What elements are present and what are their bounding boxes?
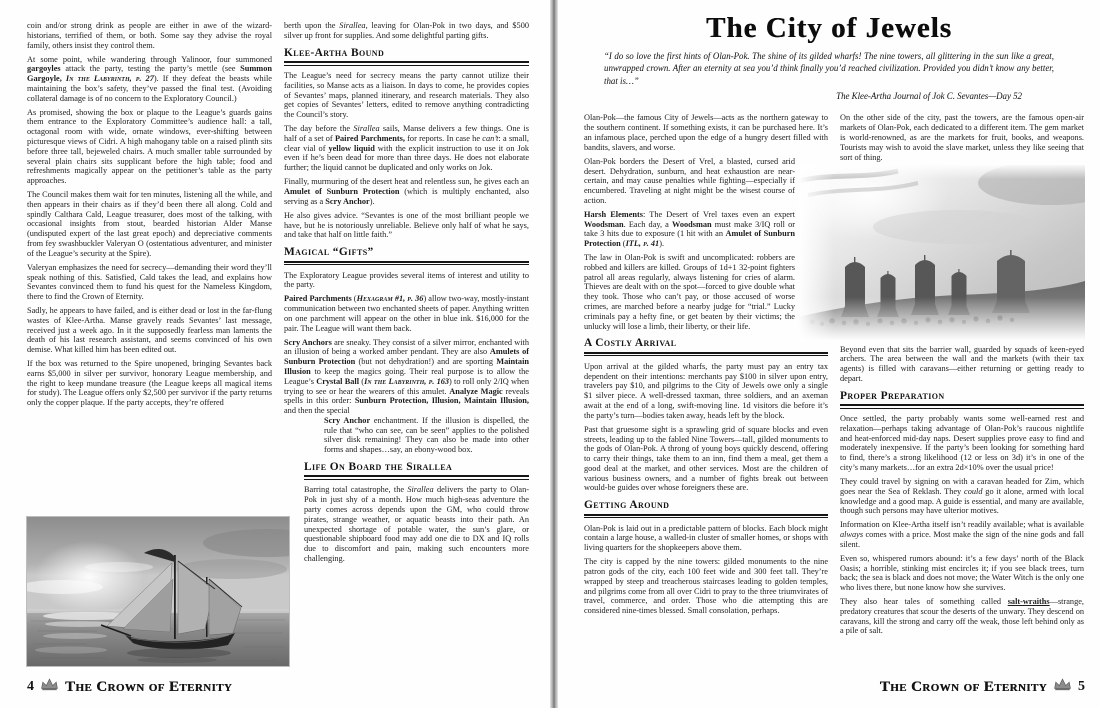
section-heading: Magical “Gifts” — [284, 247, 529, 262]
left-page-footer — [27, 678, 232, 696]
paragraph: Finally, murmuring of the desert heat and relentless sun, he gives each an Amulet of Sunburn Protection (which is multiply enchanted, also serving as a Scry Anchor). — [284, 177, 529, 206]
quote-attribution: The Klee-Artha Journal of Jok C. Sevantes—Day 52 — [836, 91, 1022, 102]
crown-icon — [1053, 678, 1072, 696]
right-page-column-2 — [840, 113, 1084, 640]
page-number-right: 5 — [1078, 679, 1085, 694]
section-heading: A Costly Arrival — [584, 338, 828, 353]
paragraph: berth upon the Sirallea, leaving for Olan-Pok in two days, and $500 silver up front for supplies. And some delightful parting gifts. — [284, 21, 529, 40]
paragraph: Information on Klee-Artha itself isn’t readily available; what is available always comes with a price. Most make the sign of the nine gods and fall silent. — [840, 520, 1084, 549]
section-heading: Proper Preparation — [840, 391, 1084, 406]
paragraph: Harsh Elements: The Desert of Vrel taxes even an expert Woodsman. Each day, a Woodsman must make 3/IQ roll or take 3 hits due to exposure (1 hit with an Amulet of Sunburn Protection (ITL, p. 41). — [584, 209, 795, 249]
paragraph: Scry Anchors are sneaky. They consist of a silver mirror, enchanted with an illusion of being a worked amber pendant. They are also Amulets of Sunburn Protection (but not dehydration!) and are sporting Maintain Illusion to keep the magics going. Their real purpose is to allow the League’s Crystal Ball (In the Labyrinth, p. 163) to roll only 2/IQ when trying to see or hear the wearers of this amulet. Analyze Magic reveals spells in this order: Sunburn Protection, Illusion, Maintain Illusion, and then the special — [284, 337, 529, 416]
paragraph: Once settled, the party probably wants some well-earned rest and relaxation—perhaps taking advantage of Olan-Pok’s raucous nightlife and heat-enforced mid-day naps. Desert supplies prove easy to find and moderately inexpensive. If the party’s been looking for something hard to find, there’s a strong likelihood (12 or less on 3d) it’s in one of the city’s many markets…for an extra 2d×10% over the usual price! — [840, 414, 1084, 472]
paragraph: Paired Parchments (Hexagram #1, p. 36) allow two-way, mostly-instant communication between two enchanted sheets of paper. Anything written on one parchment will appear on the other in blue ink. $16,000 for the pair. The League will want them back. — [284, 294, 529, 333]
book-title-left: The Crown of Eternity — [65, 678, 233, 695]
section-heading: Klee-Artha Bound — [284, 48, 529, 63]
paragraph: The Exploratory League provides several items of interest and utility to the party. — [284, 270, 529, 290]
book-title-right: The Crown of Eternity — [879, 678, 1047, 695]
paragraph: The day before the Sirallea sails, Manse delivers a few things. One is half of a set of Paired Parchments, for reports. In case he can’t: a small, clear vial of yellow liquid with the explicit instruction to use it on Jok even if he’s been dead for more than three days. He does not elaborate further; the liquid cannot be duplicated and only works on Jok. — [284, 124, 529, 173]
paragraph: Upon arrival at the gilded wharfs, the party must pay an entry tax dependent on their intentions: merchants pay $100 in silver upon entry, travelers pay $10, and pilgrims to the City of Jewels owe only a single $1 silver piece. A well-dressed taxman, three soldiers, and an axeman await at the end of a long, swift-moving line. 1d visitors die before it’s the party’s turn—bodies taken away, heads left by the block. — [584, 361, 828, 420]
paragraph: Olan-Pok—the famous City of Jewels—acts as the northern gateway to the southern continent. If something exists, it can be purchased here. It’s an infamous place, perched upon the edge of a hungry desert filled with bandits, slavers, and worse. — [584, 113, 828, 152]
paragraph: Beyond even that sits the barrier wall, guarded by squads of keen-eyed archers. The area between the wall and the markets (with their tax agents) is filled with caravans—either returning or getting ready to depart. — [840, 344, 1084, 383]
paragraph: Scry Anchor enchantment. If the illusion is dispelled, the rule that “who can see, can be seen” applies to the polished silver disk remaining! They can also be made into other forms and shapes…say, an ebony-wood box. — [324, 415, 529, 455]
paragraph: On the other side of the city, past the towers, are the famous open-air markets of Olan-Pok, each dedicated to a different item. The gem market is world-renowned, as are the markets for fruit, books, and weapons. Tourists may wish to avoid the slave market, unless they like seeing that sort of thing. — [840, 113, 1084, 162]
right-page-footer — [880, 678, 1085, 696]
nine-towers-painting — [840, 167, 1084, 339]
paragraph: Even so, whispered rumors abound: it’s a few days’ north of the Black Oasis; a horrible, stinking mist encircles it; if you see black trees, turn back; the sea is black and does not move; the Water Witch is the only one who lives there, but none know how she survives. — [840, 553, 1084, 593]
paragraph: Olan-Pok borders the Desert of Vrel, a blasted, cursed arid desert. Dehydration, sunburn, and heat exhaustion are near-certain, and may cause penalties while fighting—especially if encumbered. Traveling at night might be the wisest course of action. — [584, 156, 795, 205]
paragraph: coin and/or strong drink as people are either in awe of the wizard-historians, terrified of them, or both. Some say they advise the royal family, others insist they control them. — [27, 21, 272, 50]
paragraph: At some point, while wandering through Yalinoor, four summoned gargoyles attack the party, testing the party’s mettle (see Summon Gargoyle, In the Labyrinth, p. 27). If they defeat the beasts while maintaining the box’s safety, they’ve passed the final test. (Avoiding collateral damage is of no concern to the Exploratory Council.) — [27, 54, 272, 103]
right-page-columns — [558, 113, 1100, 640]
chapter-title: The City of Jewels — [706, 12, 952, 44]
paragraph: He also gives advice. “Sevantes is one of the most brilliant people we have, but he is notoriously unreliable. Believe only half of what he says, and take that half on little faith.” — [284, 210, 529, 240]
chapter-header — [558, 0, 1100, 101]
paragraph: They could travel by signing on with a caravan headed for Zim, which goes near the Sea of Reklash. They could go it alone, armed with local knowledge and a good map. A guide is essential, and many are available, though such persons may have ulterior motives. — [840, 476, 1085, 516]
ship-at-sea-painting — [27, 517, 289, 666]
left-page-column-1 — [27, 21, 272, 568]
crown-icon — [40, 678, 59, 696]
left-page-column-2 — [284, 21, 529, 568]
section-heading: Getting Around — [584, 500, 828, 515]
paragraph: The League’s need for secrecy means the party cannot utilize their facilities, so Manse acts as a liaison. In days to come, he provides copies of Sevantes’ maps, planned itinerary, and research materials. They also get copies of Sevantes’ letters, edited to remove anything contradicting the Council’s story. — [284, 71, 529, 120]
page-number-left: 4 — [27, 679, 34, 694]
paragraph: The city is capped by the nine towers: gilded monuments to the nine patron gods of the city, each 100 feet wide and 300 feet tall. They’re wrapped by steep and treacherous staircases leading to golden temples, and pilgrims come from all over Cidri to pray to the three triumvirates of travel, commerce, and order. Those who die attempting this are considered nine-times blessed. Small consolation, perhaps. — [584, 557, 828, 616]
paragraph: Barring total catastrophe, the Sirallea delivers the party to Olan-Pok in just shy of a month. How much high-seas adventure the party comes across depends upon the GM, who could throw pirates, strange weather, or aquatic beasts into their path. An unexpected shortage of potable water, the sun’s glare, or questionable shipboard food may add one die to DX and IQ rolls due to discomfort and pain, making such encounters more challenging. — [304, 485, 529, 563]
left-page-columns — [0, 0, 550, 568]
paragraph: Sadly, he appears to have failed, and is either dead or lost in the far-flung wastes of Klee-Artha. Manse gravely reads Sevantes’ last message, received just a week ago. In it the supposedly fearless man laments the death of his last research assistant, and seems convinced of his own demise. What killed him has been edited out. — [27, 306, 272, 355]
paragraph: If the box was returned to the Spire unopened, bringing Sevantes back earns $5,000 in silver per survivor, honorary League membership, and the right to keep mundane treasure (the League keeps all magical items for study). The League offers only $2,500 per survivor if the party returns only the copper plaque. If the party accepts, they’re offered — [27, 359, 272, 408]
page-gutter — [550, 0, 558, 708]
paragraph: The law in Olan-Pok is swift and uncomplicated: robbers are robbed and killers are killed. Groups of 1d+1 32-point fighters patrol all areas regularly, always listening for cries of alarm. Thieves are dealt with on the spot—forced to give double what they took. Those who can’t pay, or those accused of worse crimes, are marched before a nearby judge for “trial.” Lucky criminals pay a hefty fine, or get beaten by their victims; the unlucky will lose a limb, their liberty, or their life. — [584, 253, 795, 331]
right-column-bottom — [840, 345, 1084, 637]
paragraph: Valeryan emphasizes the need for secrecy—demanding their word they’ll speak nothing of this. Satisfied, Cald takes the lead, and explains how Sevantes convinced them to fund his quest for the Nameless Kingdom, there to find the Crown of Eternity. — [27, 262, 272, 302]
paragraph: As promised, showing the box or plaque to the League’s guards gains them entrance to the Exploratory Committee’s audience hall: a tall, octagonal room with wide, ornate windows, ever-shifting between picturesque views of Cidri. A high mahogany table on a raised plinth sits before three tall, bejeweled chairs. A much smaller table surrounded by several plain chairs sits supplicant before the high table; food and refreshments magically appear on the petitioner’s table as the party approaches. — [27, 107, 272, 186]
paragraph: Past that gruesome sight is a sprawling grid of square blocks and even streets, leading up to the fabled Nine Towers—tall, gilded monuments to the gods of Olan-Pok. A throng of young boys quickly descend, offering to carry their things, take them to an inn, find them a meal, get them a good deal at the market, and other services. Most are the children of various business owners, and a number of fights break out between would-be guides over whose foreigners these are. — [584, 424, 828, 493]
paragraph: Olan-Pok is laid out in a predictable pattern of blocks. Each block might contain a large house, a walled-in cluster of smaller homes, or shops with living quarters for the shopkeepers above them. — [584, 523, 828, 553]
paragraph: The Council makes them wait for ten minutes, listening all the while, and then appears in their chairs as if they’d been there all along. Cold and spindly Calthara Cald, League treasurer, does most of the talking, with occasional insights from stout, bearded historian Alder Manse (undisputed expert of the last great epoch) and depreciative comments from fey swashbuckler Valeryan O (ostentatious adventurer, and minister of the League’s security at the Spire). — [27, 190, 272, 258]
section-heading: Life On Board the Sirallea — [304, 462, 529, 477]
paragraph: They also hear tales of something called salt-wraiths—strange, predatory creatures that scour the deserts of the unwary. They descend on caravans, kill the strong and carry off the weak, those left behind only as a pile of salt. — [840, 597, 1084, 636]
right-page-column-1 — [584, 113, 828, 640]
chapter-quote: “I do so love the first hints of Olan-Pok. The shine of its gilded wharfs! The nine towers, all glittering in the sun like a great, unwrapped crown. After an eternity at sea you’d think finally you’d reached civilization. Provided you didn’t know any better, that is…” — [604, 51, 1054, 86]
right-column-top — [840, 113, 1084, 162]
page-right — [558, 0, 1100, 708]
